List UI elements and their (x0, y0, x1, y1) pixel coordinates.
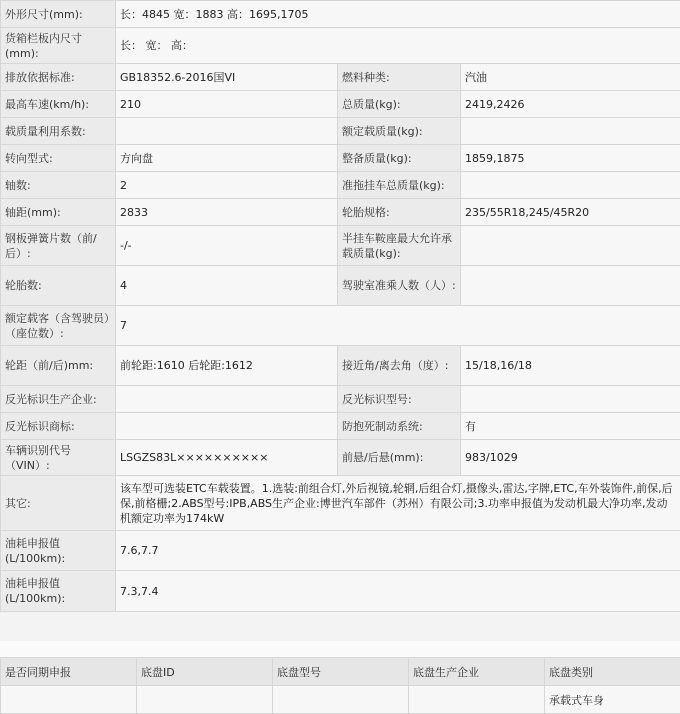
spec-value: 2833 (116, 199, 338, 226)
spec-row (1, 306, 680, 346)
spec-value: 7 (116, 306, 680, 346)
spec-row (1, 1, 680, 28)
spec-row (1, 571, 680, 612)
chassis-table (0, 657, 680, 714)
spec-value (461, 172, 680, 199)
spec-label: 油耗申报值(L/100km): (1, 571, 116, 612)
spec-label: 轮距（前/后)mm: (1, 346, 116, 386)
spec-label: 反光标识型号: (338, 386, 461, 413)
spec-label: 转向型式: (1, 145, 116, 172)
spec-value: 15/18,16/18 (461, 346, 680, 386)
spec-value (116, 386, 338, 413)
spec-label: 载质量利用系数: (1, 118, 116, 145)
spec-value (461, 226, 680, 266)
spec-label: 额定载质量(kg): (338, 118, 461, 145)
spec-label: 整备质量(kg): (338, 145, 461, 172)
spec-value: 7.6,7.7 (116, 531, 680, 571)
spec-label: 前悬/后悬(mm): (338, 440, 461, 476)
spec-row (1, 28, 680, 64)
chassis-data-row (1, 686, 680, 714)
spec-value: LSGZS83L×××××××××× (116, 440, 338, 476)
spec-label: 接近角/离去角（度）: (338, 346, 461, 386)
spec-label: 排放依据标准: (1, 64, 116, 91)
spec-value: 7.3,7.4 (116, 571, 680, 612)
spec-label: 半挂车鞍座最大允许承载质量(kg): (338, 226, 461, 266)
spec-row (1, 346, 680, 386)
spec-label: 防抱死制动系统: (338, 413, 461, 440)
spec-row (1, 440, 680, 476)
chassis-category-value: 承载式车身 (545, 686, 680, 714)
spec-value: 前轮距:1610 后轮距:1612 (116, 346, 338, 386)
spec-value: 汽油 (461, 64, 680, 91)
spec-row (1, 386, 680, 413)
spec-label: 轴距(mm): (1, 199, 116, 226)
chassis-header-category: 底盘类别 (545, 658, 680, 686)
spec-label: 货箱栏板内尺寸(mm): (1, 28, 116, 64)
spec-row (1, 266, 680, 306)
spec-label: 油耗申报值(L/100km): (1, 531, 116, 571)
spec-value: 长：4845 宽：1883 高：1695,1705 (116, 1, 680, 28)
spec-value: 983/1029 (461, 440, 680, 476)
spec-label: 反光标识生产企业: (1, 386, 116, 413)
spec-label: 轴数: (1, 172, 116, 199)
spec-value: 235/55R18,245/45R20 (461, 199, 680, 226)
spec-row (1, 413, 680, 440)
spec-value: 4 (116, 266, 338, 306)
spec-row (1, 145, 680, 172)
spec-value: 长： 宽： 高： (116, 28, 680, 64)
spec-label: 最高车速(km/h): (1, 91, 116, 118)
chassis-id-value (137, 686, 273, 714)
spec-row (1, 172, 680, 199)
spec-value: -/- (116, 226, 338, 266)
spec-value (116, 413, 338, 440)
spec-row (1, 226, 680, 266)
spec-label: 轮胎数: (1, 266, 116, 306)
chassis-header-row (1, 658, 680, 686)
chassis-model-value (273, 686, 409, 714)
spec-label: 车辆识别代号（VIN）: (1, 440, 116, 476)
spec-label: 驾驶室准乘人数（人）: (338, 266, 461, 306)
spec-value: 210 (116, 91, 338, 118)
chassis-header-model: 底盘型号 (273, 658, 409, 686)
spec-label: 准拖挂车总质量(kg): (338, 172, 461, 199)
spec-label: 轮胎规格: (338, 199, 461, 226)
spec-label: 反光标识商标: (1, 413, 116, 440)
spec-row (1, 531, 680, 571)
spec-label: 其它: (1, 476, 116, 531)
spec-value: GB18352.6-2016国VI (116, 64, 338, 91)
chassis-header-maker: 底盘生产企业 (409, 658, 545, 686)
spec-value (116, 118, 338, 145)
chassis-sync-value (1, 686, 137, 714)
spec-value: 2419,2426 (461, 91, 680, 118)
spec-value: 有 (461, 413, 680, 440)
spec-row (1, 91, 680, 118)
section-gap (0, 641, 680, 657)
spec-value (461, 118, 680, 145)
chassis-header-id: 底盘ID (137, 658, 273, 686)
chassis-maker-value (409, 686, 545, 714)
spec-label: 外形尺寸(mm): (1, 1, 116, 28)
spec-label: 总质量(kg): (338, 91, 461, 118)
spec-label: 额定载客（含驾驶员）（座位数）: (1, 306, 116, 346)
spec-label: 燃料种类: (338, 64, 461, 91)
spec-value (461, 266, 680, 306)
spec-value: 方向盘 (116, 145, 338, 172)
spec-row (1, 64, 680, 91)
spec-label: 钢板弹簧片数（前/后）: (1, 226, 116, 266)
spec-value: 2 (116, 172, 338, 199)
spec-row (1, 476, 680, 531)
spec-row (1, 199, 680, 226)
spec-row (1, 118, 680, 145)
spec-value: 1859,1875 (461, 145, 680, 172)
spec-value (461, 386, 680, 413)
chassis-header-sync: 是否同期申报 (1, 658, 137, 686)
spec-value: 该车型可选装ETC车载装置。1.选装:前组合灯,外后视镜,轮辋,后组合灯,摄像头,雷达,字牌,ETC,车外装饰件,前保,后保,前格栅;2.ABS型号:IPB,ABS生产企业:博世汽车部件（苏州）有限公司;3.功率申报值为发动机最大净功率,发动机额定功率为174kW (116, 476, 680, 531)
